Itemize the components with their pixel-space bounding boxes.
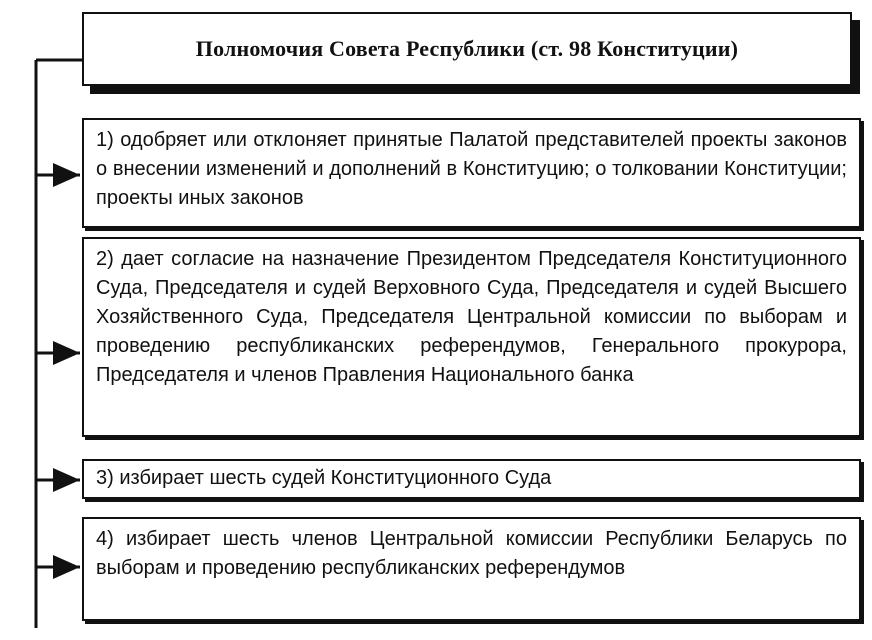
- power-item-4: [82, 517, 861, 621]
- power-item-3-text: 3) избирает шесть судей Конституционного Суда: [96, 467, 552, 489]
- power-item-3: [82, 459, 861, 499]
- power-item-4-text: 4) избирает шесть членов Центральной комиссии Республики Беларусь по выборам и проведению республиканских референдумов: [96, 528, 847, 579]
- power-item-2: [82, 237, 861, 437]
- power-item-1-text: 1) одобряет или отклоняет принятые Палатой представителей проекты законов о внесении изменений и дополнений в Конституцию; о толковании Конституции; проекты иных законов: [96, 129, 847, 209]
- diagram-title: Полномочия Совета Республики (ст. 98 Конституции): [195, 36, 739, 61]
- power-item-2-text: 2) дает согласие на назначение Президентом Председателя Конституционного Суда, Председателя и судей Верховного Суда, Председателя и судей Высшего Хозяйственного Суда, Председателя Центральной комиссии по выборам и проведению республиканских референдумов, Генерального прокурора, Председателя и членов Правления Национального банка: [96, 248, 847, 386]
- power-item-1: [82, 118, 861, 228]
- title-box: [82, 12, 852, 86]
